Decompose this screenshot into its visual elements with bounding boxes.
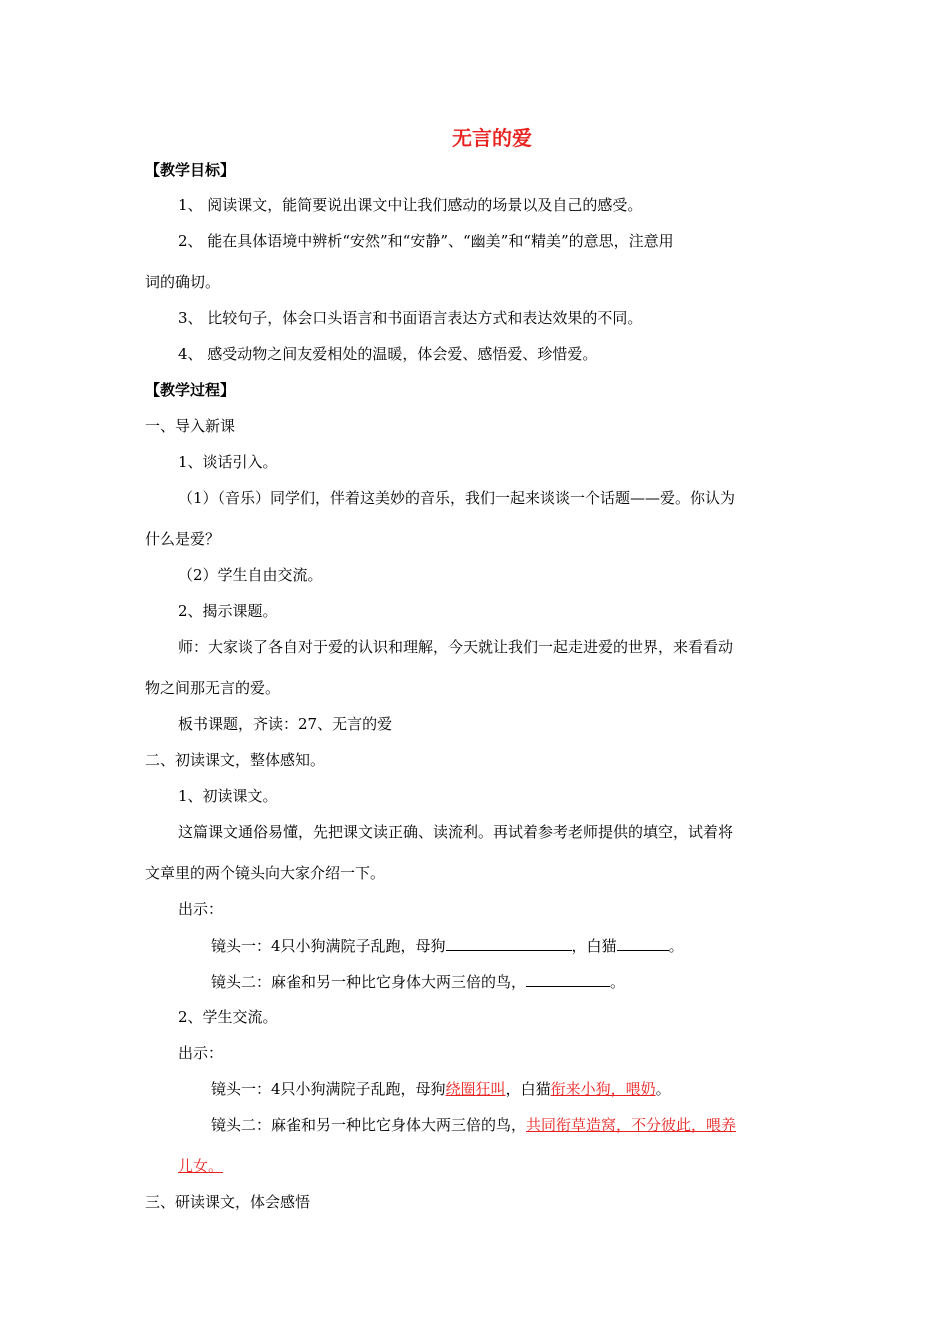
shot-2-text: 镜头二：麻雀和另一种比它身体大两三倍的鸟，: [211, 973, 527, 991]
process-item-cont: 什么是爱？: [145, 530, 221, 548]
process-item: （2）学生自由交流。: [178, 566, 323, 584]
process-heading-2: 二、初读课文，整体感知。: [145, 751, 326, 769]
document-title: 无言的爱: [452, 126, 532, 150]
process-item: 出示：: [178, 1044, 224, 1062]
shot-1-text: ，白猫: [571, 937, 617, 955]
answer-text: 绕圈狂叫: [445, 1080, 506, 1098]
process-item: 出示：: [178, 900, 224, 918]
goal-2-cont: 词的确切。: [145, 273, 221, 291]
process-item: （1）（音乐）同学们，伴着这美妙的音乐，我们一起来谈谈一个话题——爱。你认为: [178, 489, 736, 507]
shot-2-blank: [211, 971, 625, 992]
fill-blank: [526, 971, 610, 987]
process-heading-1: 一、导入新课: [145, 417, 236, 435]
answer-text: 儿女。: [178, 1157, 224, 1175]
process-item: 1、谈话引入。: [178, 453, 278, 471]
shot-1-text: 。: [655, 1080, 671, 1098]
process-item: 2、揭示课题。: [178, 602, 278, 620]
section-heading-process: 【教学过程】: [145, 381, 236, 399]
shot-1-text: 。: [668, 937, 684, 955]
goal-3: 3、 比较句子，体会口头语言和书面语言表达方式和表达效果的不同。: [178, 309, 643, 327]
shot-2-text: 。: [610, 973, 626, 991]
process-item: 板书课题，齐读：27、无言的爱: [178, 715, 393, 733]
process-item: 1、初读课文。: [178, 787, 278, 805]
shot-1-text: 镜头一：4只小狗满院子乱跑，母狗: [211, 1080, 446, 1098]
shot-1-text: 镜头一：4只小狗满院子乱跑，母狗: [211, 937, 446, 955]
answer-text: 衔来小狗，喂奶: [550, 1080, 656, 1098]
goal-4: 4、 感受动物之间友爱相处的温暖，体会爱、感悟爱、珍惜爱。: [178, 345, 598, 363]
process-item-cont: 文章里的两个镜头向大家介绍一下。: [145, 864, 386, 882]
fill-blank: [446, 935, 572, 951]
shot-1-answer: [211, 1079, 671, 1099]
fill-blank: [617, 935, 669, 951]
process-item: 师：大家谈了各自对于爱的认识和理解，今天就让我们一起走进爱的世界，来看看动: [178, 638, 734, 656]
shot-1-text: ，白猫: [505, 1080, 551, 1098]
goal-1: 1、 阅读课文，能简要说出课文中让我们感动的场景以及自己的感受。: [178, 196, 643, 214]
answer-text: 共同衔草造窝，不分彼此，喂养: [526, 1116, 737, 1134]
process-heading-3: 三、研读课文，体会感悟: [145, 1193, 311, 1211]
process-item-cont: 物之间那无言的爱。: [145, 679, 281, 697]
process-item: 这篇课文通俗易懂，先把课文读正确、读流利。再试着参考老师提供的填空，试着将: [178, 823, 734, 841]
shot-2-text: 镜头二：麻雀和另一种比它身体大两三倍的鸟，: [211, 1116, 527, 1134]
shot-2-answer-cont: [178, 1156, 223, 1176]
shot-2-answer: [211, 1115, 736, 1135]
goal-2: 2、 能在具体语境中辨析“安然”和“安静”、“幽美”和“精美”的意思，注意用: [178, 232, 674, 250]
shot-1-blank: [211, 935, 684, 956]
section-heading-goals: 【教学目标】: [145, 161, 236, 179]
process-item: 2、学生交流。: [178, 1008, 278, 1026]
